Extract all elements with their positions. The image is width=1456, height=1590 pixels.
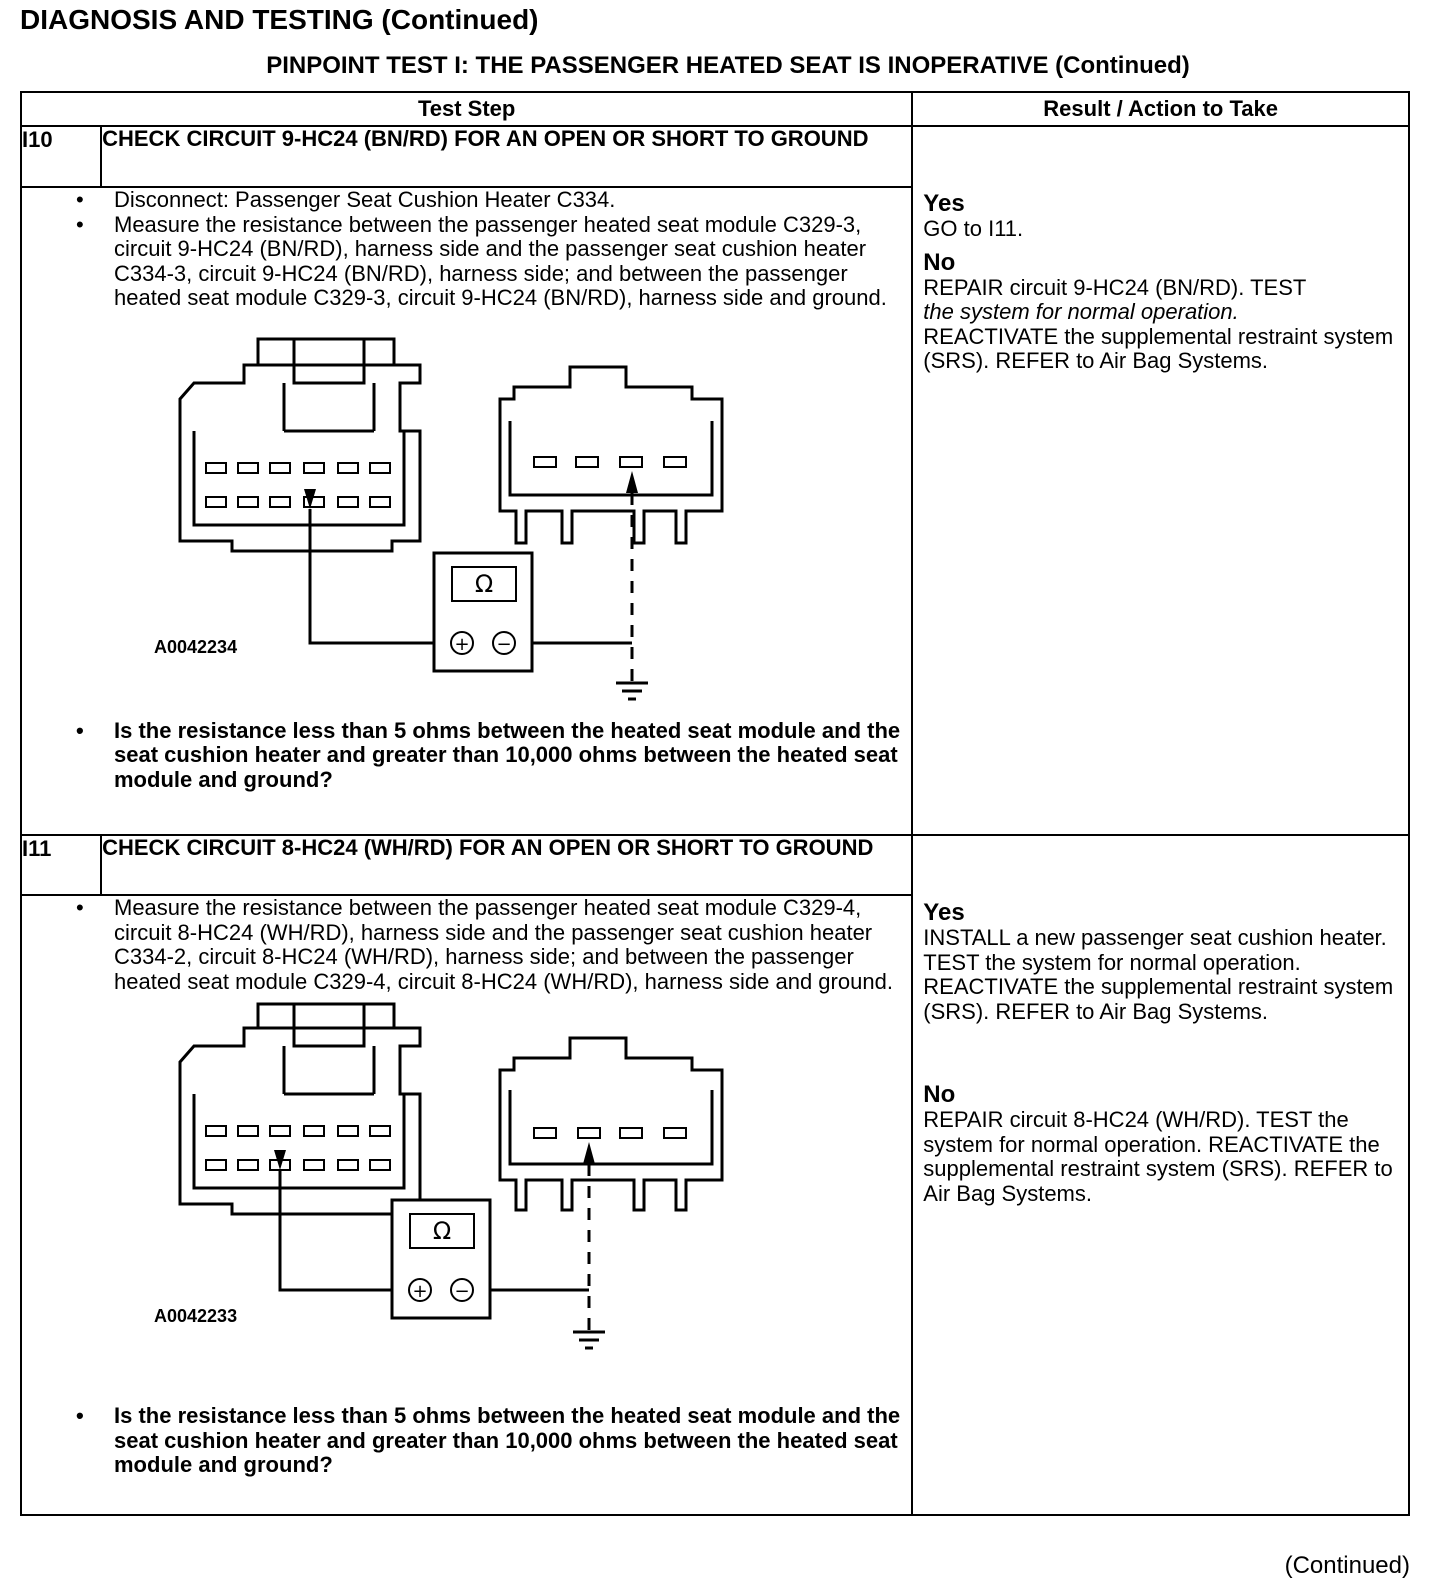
- table-header-row: [21, 92, 1409, 126]
- wiring-figure: [22, 994, 911, 1404]
- yes-label: Yes: [923, 899, 965, 926]
- pinpoint-test-title: PINPOINT TEST I: THE PASSENGER HEATED SEAT IS INOPERATIVE (Continued): [266, 52, 1190, 79]
- no-action: REPAIR circuit 8-HC24 (WH/RD). TEST the system for normal operation. REACTIVATE the supplemental restraint system (SRS). REFER to Air Bag Systems.: [923, 1107, 1393, 1206]
- pinpoint-test-table: [20, 91, 1410, 1516]
- continued-note: (Continued): [1284, 1552, 1410, 1579]
- result-header: Result / Action to Take: [912, 92, 1409, 126]
- no-action-part: REACTIVATE the supplemental restraint system (SRS). REFER to Air Bag Systems.: [923, 323, 1394, 373]
- plus-sign: +: [454, 633, 470, 655]
- instruction-item: • Disconnect: Passenger Seat Cushion Heater C334.: [114, 188, 911, 213]
- meter-lead-positive: [310, 509, 452, 643]
- c334-pins: [534, 1128, 686, 1138]
- yes-action: GO to I11.: [923, 216, 1024, 241]
- page-title: DIAGNOSIS AND TESTING (Continued): [20, 4, 539, 35]
- module-connector-c329-outline: [180, 1028, 420, 1214]
- wiring-figure: [22, 311, 911, 719]
- step-heading-row: [21, 835, 1409, 895]
- test-step-header: Test Step: [21, 92, 912, 126]
- module-connector-c329-outline: [180, 365, 420, 551]
- heater-connector-c334-outline: [500, 367, 722, 543]
- step-heading: CHECK CIRCUIT 8-HC24 (WH/RD) FOR AN OPEN OR SHORT TO GROUND: [101, 835, 912, 895]
- figure-id: A0042234: [154, 636, 238, 657]
- no-action: [923, 276, 1398, 374]
- ohmmeter-symbol: Ω: [432, 1217, 452, 1245]
- step-number: I11: [21, 835, 101, 895]
- step-instructions: [22, 188, 911, 311]
- probe-arrow: [583, 1142, 595, 1164]
- no-label: No: [923, 248, 956, 276]
- no-label: No: [923, 1081, 956, 1108]
- heater-connector-c334-outline: [500, 1038, 722, 1210]
- no-action-part: the system for normal operation.: [923, 299, 1239, 324]
- step-instructions: [22, 896, 911, 994]
- result-cell: [912, 835, 1409, 1515]
- ohmmeter-symbol: Ω: [474, 569, 494, 598]
- step-body: [21, 895, 912, 1515]
- c329-pins: [206, 463, 390, 507]
- question-item: • Is the resistance less than 5 ohms between the heated seat module and the seat cushion heater and greater than 10,000 ohms between the heated seat module and ground?: [114, 719, 911, 793]
- ground-symbol: [573, 1332, 605, 1348]
- plus-sign: +: [412, 1281, 428, 1302]
- instruction-item: • Measure the resistance between the passenger heated seat module C329-3, circuit 9-HC24 (BN/RD), harness side and the passenger seat cushion heater C334-3, circuit 9-HC24 (BN/RD), harness side; and between the passenger heated seat module C329-3, circuit 9-HC24 (BN/RD), harness side and ground.: [114, 213, 911, 311]
- instruction-item: • Measure the resistance between the passenger heated seat module C329-4, circuit 8-HC24 (WH/RD), harness side and the passenger seat cushion heater C334-2, circuit 8-HC24 (WH/RD), harness side; and between the passenger heated seat module C329-4, circuit 8-HC24 (WH/RD), harness side and ground.: [114, 896, 911, 994]
- result-cell: [912, 126, 1409, 835]
- step-heading-row: [21, 126, 1409, 187]
- connector-diagram: [22, 994, 902, 1404]
- step-question: [22, 1404, 911, 1478]
- ground-symbol: [616, 683, 648, 699]
- minus-sign: −: [496, 633, 512, 655]
- module-connector-c329-latch: [258, 1004, 394, 1094]
- module-connector-c329-latch: [258, 339, 394, 431]
- step-question: [22, 719, 911, 793]
- c334-pins: [534, 457, 686, 467]
- step-heading: CHECK CIRCUIT 9-HC24 (BN/RD) FOR AN OPEN OR SHORT TO GROUND: [101, 126, 912, 187]
- c329-pins: [206, 1126, 390, 1170]
- yes-label: Yes: [923, 190, 965, 217]
- probe-arrow: [626, 471, 638, 493]
- no-action-part: REPAIR circuit 9-HC24 (BN/RD). TEST: [923, 274, 1307, 300]
- step-body: [21, 187, 912, 835]
- minus-sign: −: [454, 1281, 470, 1302]
- step-number: I10: [21, 126, 101, 187]
- yes-action: INSTALL a new passenger seat cushion heater. TEST the system for normal operation. REACTIVATE the supplemental restraint system (SRS). REFER to Air Bag Systems.: [923, 925, 1394, 1024]
- figure-id: A0042233: [154, 1306, 238, 1326]
- question-item: • Is the resistance less than 5 ohms between the heated seat module and the seat cushion heater and greater than 10,000 ohms between the heated seat module and ground?: [114, 1404, 911, 1478]
